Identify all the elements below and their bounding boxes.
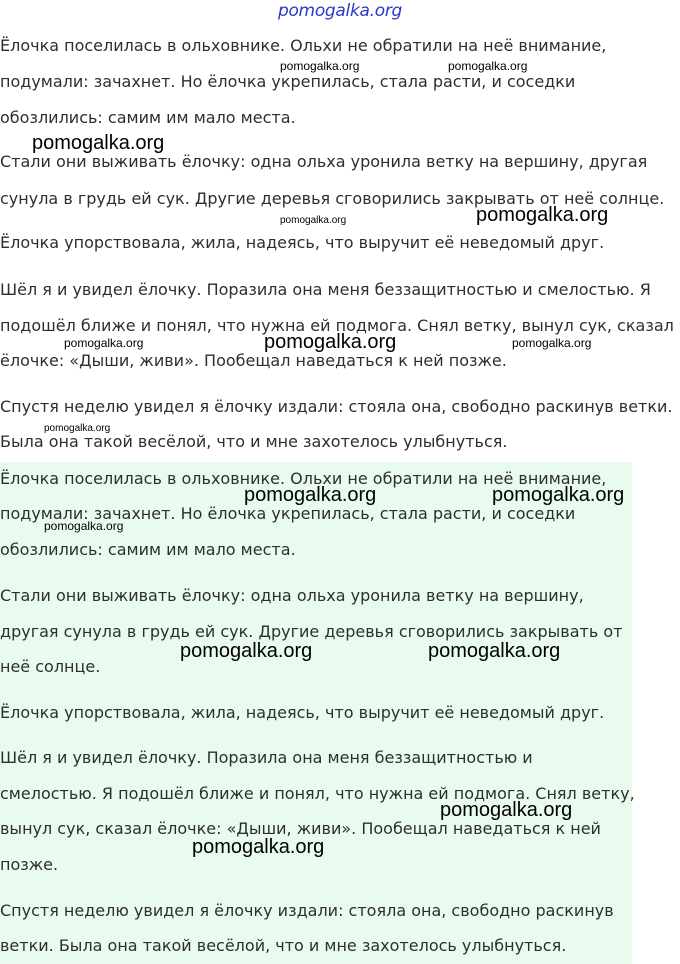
- text-line: Шёл я и увидел ёлочку. Поразила она меня беззащитностью и: [0, 748, 533, 767]
- watermark: pomogalka.org: [44, 423, 111, 434]
- text-line: подумали: зачахнет. Но ёлочка укрепилась, стала расти, и соседки: [0, 504, 576, 523]
- text-line: смелостью. Я подошёл ближе и понял, что нужна ей подмога. Снял ветку,: [0, 784, 635, 803]
- text-line: Спустя неделю увидел я ёлочку издали: стояла она, свободно раскинув ветки.: [0, 397, 673, 416]
- watermark: pomogalka.org: [32, 132, 165, 154]
- text-line: Стали они выживать ёлочку: одна ольха уронила ветку на вершину,: [0, 586, 584, 605]
- text-line: Спустя неделю увидел я ёлочку издали: стояла она, свободно раскинув: [0, 901, 614, 920]
- text-line: Ёлочка поселилась в ольховнике. Ольхи не обратили на неё внимание,: [0, 469, 607, 488]
- text-line: ёлочке: «Дыши, живи». Пообещал наведаться к ней позже.: [0, 351, 507, 370]
- watermark: pomogalka.org: [180, 640, 313, 662]
- text-line: обозлились: самим им мало места.: [0, 108, 296, 127]
- text-line: сунула в грудь ей сук. Другие деревья сговорились закрывать от неё солнце.: [0, 189, 665, 208]
- text-line: Стали они выживать ёлочку: одна ольха уронила ветку на вершину, другая: [0, 152, 648, 171]
- watermark: pomogalka.org: [492, 484, 625, 506]
- text-line: Ёлочка упорствовала, жила, надеясь, что выручит её неведомый друг.: [0, 703, 605, 722]
- watermark: pomogalka.org: [448, 59, 528, 73]
- site-logo[interactable]: pomogalka.org: [277, 1, 403, 21]
- text-line: Была она такой весёлой, что и мне захотелось улыбнуться.: [0, 432, 508, 451]
- text-line: обозлились: самим им мало места.: [0, 540, 296, 559]
- text-line: подумали: зачахнет. Но ёлочка укрепилась, стала расти, и соседки: [0, 72, 576, 91]
- text-line: вынул сук, сказал ёлочке: «Дыши, живи». Пообещал наведаться к ней: [0, 819, 601, 838]
- text-line: Ёлочка упорствовала, жила, надеясь, что выручит её неведомый друг.: [0, 233, 605, 252]
- watermark: pomogalka.org: [280, 215, 347, 226]
- text-line: позже.: [0, 855, 59, 874]
- watermark: pomogalka.org: [44, 519, 124, 533]
- watermark: pomogalka.org: [192, 836, 325, 858]
- text-line: подошёл ближе и понял, что нужна ей подмога. Снял ветку, вынул сук, сказал: [0, 316, 674, 335]
- watermark: pomogalka.org: [428, 640, 561, 662]
- text-line: другая сунула в грудь ей сук. Другие деревья сговорились закрывать от: [0, 622, 623, 641]
- text-line: неё солнце.: [0, 657, 101, 676]
- text-line: Шёл я и увидел ёлочку. Поразила она меня беззащитностью и смелостью. Я: [0, 280, 651, 299]
- text-line: ветки. Была она такой весёлой, что и мне захотелось улыбнуться.: [0, 936, 567, 955]
- watermark: pomogalka.org: [476, 204, 609, 226]
- watermark: pomogalka.org: [512, 336, 592, 350]
- watermark: pomogalka.org: [264, 331, 397, 353]
- text-line: Ёлочка поселилась в ольховнике. Ольхи не обратили на неё внимание,: [0, 36, 607, 55]
- watermark: pomogalka.org: [440, 799, 573, 821]
- watermark: pomogalka.org: [64, 336, 144, 350]
- watermark: pomogalka.org: [280, 59, 360, 73]
- watermark: pomogalka.org: [244, 484, 377, 506]
